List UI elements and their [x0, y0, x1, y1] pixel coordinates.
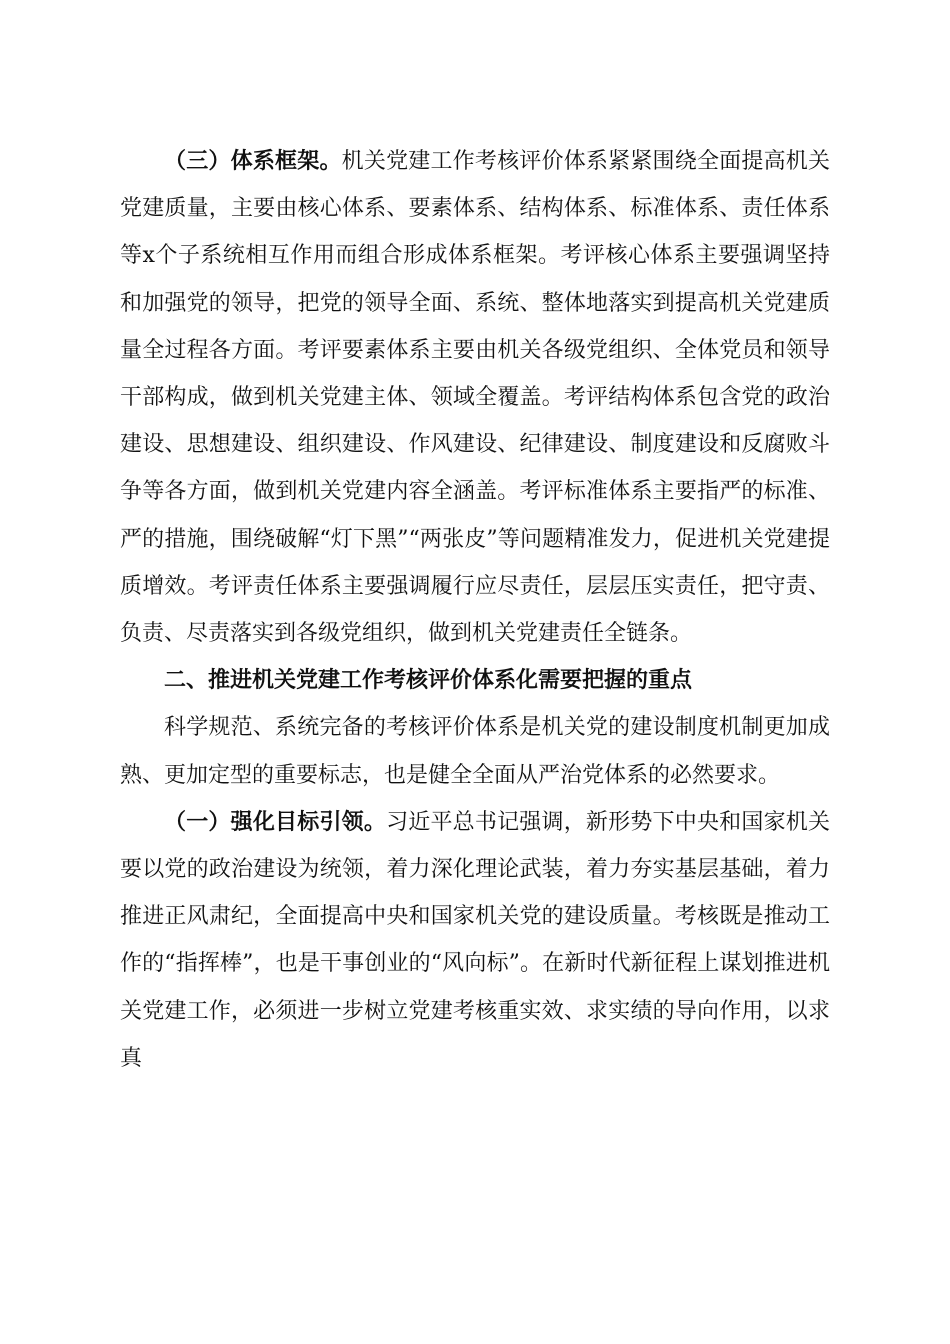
paragraph-lead-framework: （三）体系框架。: [164, 148, 342, 174]
paragraph-text-goal: 习近平总书记强调，新形势下中央和国家机关要以党的政治建设为统领，着力深化理论武装，着力夯实基层基础，着力推进正风肃纪，全面提高中央和国家机关党的建设质量。考核既是推动工作的“指挥棒”，也是干事创业的“风向标”。在新时代新征程上谋划推进机关党建工作，必须进一步树立党建考核重实效、求实绩的导向作用，以求真: [120, 809, 830, 1071]
paragraph-framework: [120, 138, 830, 657]
paragraph-lead-goal: （一）强化目标引领。: [164, 808, 387, 835]
paragraph-text-framework: 机关党建工作考核评价体系紧紧围绕全面提高机关党建质量，主要由核心体系、要素体系、结构体系、标准体系、责任体系等x个子系统相互作用而组合形成体系框架。考评核心体系主要强调坚持和加强党的领导，把党的领导全面、系统、整体地落实到提高机关党建质量全过程各方面。考评要素体系主要由机关各级党组织、全体党员和领导干部构成，做到机关党建主体、领域全覆盖。考评结构体系包含党的政治建设、思想建设、组织建设、作风建设、纪律建设、制度建设和反腐败斗争等各方面，做到机关党建内容全涵盖。考评标准体系主要指严的标准、严的措施，围绕破解“灯下黑”“两张皮”等问题精准发力，促进机关党建提质增效。考评责任体系主要强调履行应尽责任，层层压实责任，把守责、负责、尽责落实到各级党组织，做到机关党建责任全链条。: [120, 149, 830, 647]
document-body: [120, 138, 830, 1082]
section-heading: 二、推进机关党建工作考核评价体系化需要把握的重点: [164, 668, 693, 694]
paragraph-intro: 科学规范、系统完备的考核评价体系是机关党的建设制度机制更加成熟、更加定型的重要标志，也是健全全面从严治党体系的必然要求。: [120, 715, 830, 788]
paragraph-goal-guidance: [120, 799, 830, 1082]
